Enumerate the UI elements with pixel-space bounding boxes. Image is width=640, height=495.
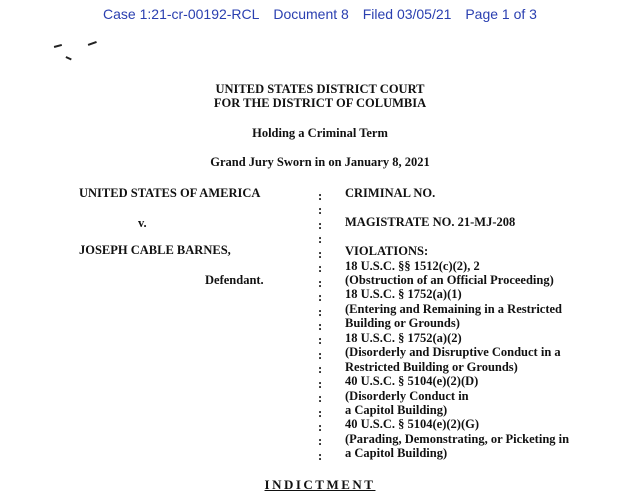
violation-line: Restricted Building or Grounds) bbox=[345, 359, 518, 374]
scan-mark bbox=[88, 41, 97, 45]
caption-colon: : bbox=[318, 217, 323, 232]
caption-colon: : bbox=[318, 434, 323, 449]
caption-colon: : bbox=[318, 318, 323, 333]
violations-heading: VIOLATIONS: bbox=[345, 244, 429, 258]
grand-jury-date: Grand Jury Sworn in on January 8, 2021 bbox=[210, 155, 430, 169]
filed-date: Filed 03/05/21 bbox=[362, 6, 452, 22]
violation-line: Building or Grounds) bbox=[345, 316, 460, 331]
caption-colon-column bbox=[318, 189, 322, 463]
case-number: Case 1:21-cr-00192-RCL bbox=[103, 6, 260, 22]
violation-line: (Obstruction of an Official Proceeding) bbox=[345, 272, 554, 287]
caption-colon: : bbox=[318, 275, 323, 290]
document-title: INDICTMENT bbox=[264, 477, 376, 492]
caption-colon: : bbox=[318, 405, 323, 420]
violation-line: 18 U.S.C. § 1752(a)(2) bbox=[345, 330, 462, 345]
violation-line: (Disorderly and Disruptive Conduct in a bbox=[345, 345, 561, 360]
caption-colon: : bbox=[318, 304, 323, 319]
document-number: Document 8 bbox=[273, 6, 349, 22]
caption-colon: : bbox=[318, 333, 323, 348]
violations-list bbox=[345, 259, 569, 461]
violation-line: 40 U.S.C. § 5104(e)(2)(G) bbox=[345, 417, 480, 432]
scan-mark bbox=[66, 56, 72, 60]
violation-line: (Disorderly Conduct in bbox=[345, 388, 469, 403]
caption-colon: : bbox=[318, 376, 323, 391]
violation-line: 18 U.S.C. §§ 1512(c)(2), 2 bbox=[345, 258, 480, 273]
defendant-name: JOSEPH CABLE BARNES, bbox=[79, 243, 231, 257]
criminal-term: Holding a Criminal Term bbox=[252, 126, 388, 140]
violation-line: 18 U.S.C. § 1752(a)(1) bbox=[345, 287, 462, 302]
caption-colon: : bbox=[318, 261, 323, 276]
court-name-line2: FOR THE DISTRICT OF COLUMBIA bbox=[213, 96, 427, 110]
caption-colon: : bbox=[318, 391, 323, 406]
caption-colon: : bbox=[318, 290, 323, 305]
violation-line: (Entering and Remaining in a Restricted bbox=[345, 301, 563, 316]
magistrate-number: MAGISTRATE NO. 21-MJ-208 bbox=[345, 215, 516, 229]
caption-colon: : bbox=[318, 347, 323, 362]
caption-colon: : bbox=[318, 362, 323, 377]
caption-colon: : bbox=[318, 189, 323, 203]
criminal-number: CRIMINAL NO. bbox=[345, 186, 436, 200]
filing-header-stamp bbox=[0, 6, 640, 22]
caption-colon: : bbox=[318, 246, 323, 261]
caption-colon: : bbox=[318, 420, 323, 434]
caption-colon: : bbox=[318, 448, 323, 463]
violation-line: 40 U.S.C. § 5104(e)(2)(D) bbox=[345, 374, 479, 389]
violation-line: (Parading, Demonstrating, or Picketing in bbox=[345, 431, 570, 446]
defendant-label: Defendant. bbox=[205, 273, 264, 287]
court-name-line1: UNITED STATES DISTRICT COURT bbox=[215, 82, 425, 96]
plaintiff-name: UNITED STATES OF AMERICA bbox=[79, 186, 261, 200]
scan-mark bbox=[54, 44, 62, 48]
versus: v. bbox=[138, 216, 147, 230]
caption-colon: : bbox=[318, 203, 323, 218]
violation-line: a Capitol Building) bbox=[345, 446, 448, 461]
page-number: Page 1 of 3 bbox=[465, 6, 537, 22]
violation-line: a Capitol Building) bbox=[345, 403, 448, 418]
caption-colon: : bbox=[318, 232, 323, 247]
